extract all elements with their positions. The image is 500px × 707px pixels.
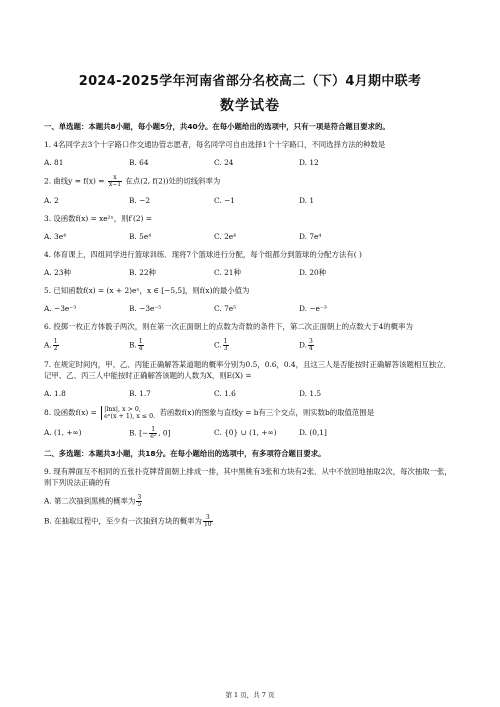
exam-content: [44, 118, 456, 528]
option-c: C. 7e⁵: [214, 304, 237, 313]
question-8-stem: [44, 406, 456, 420]
option-b: B. $\frac{1}{4}$: [129, 338, 143, 352]
question-9-stem: 9. 现有牌面互不相同的五张扑克牌背面朝上排成一排，其中黑桃有3张和方块有2张．从中不放回地抽取2次，每次抽取一张，则下列说法正确的有: [44, 467, 452, 487]
question-8-pre: 8. 设函数f(x) =: [44, 408, 97, 417]
question-6-stem: 6. 投掷一枚正方体骰子两次，则在第一次正面朝上的点数为奇数的条件下，第二次正面朝上的点数大于4的概率为: [44, 322, 413, 331]
question-6-options: [44, 339, 456, 352]
fraction: $\frac{x}{x-1}$: [108, 174, 122, 188]
exam-title: 2024-2025学年河南省部分名校高二（下）4月期中联考: [78, 74, 422, 89]
option-d: D. (0,1]: [299, 428, 327, 437]
fraction: $\frac{1}{4}$: [138, 338, 143, 352]
exam-subtitle: 数学试卷: [220, 98, 280, 114]
question-4-options: [44, 267, 456, 278]
question-2-post: 在点(2, f(2))处的切线斜率为: [125, 176, 221, 186]
option-b: B. 5e⁴: [129, 232, 152, 241]
option-b: B. −2: [129, 196, 151, 205]
question-7-stem: 7. 在规定时间内，甲、乙、丙能正确解答某道题的概率分别为0.5，0.6，0.4，且这三人是否能按时正确解答该题相互独立．记甲、乙、丙三人中能按时正确解答该题的人数为X，则E(X) =: [44, 360, 451, 380]
option-b: B. −3e⁻⁵: [129, 304, 162, 313]
question-4-stem: 4. 体育课上，四组同学进行篮球训练．现将7个篮球进行分配，每个组都分到篮球的分配方法有( ): [44, 250, 362, 259]
option-c: C. 24: [214, 158, 234, 167]
option-b: B. [− $\frac{1}{\text{e²}}$ , 0]: [129, 426, 171, 440]
section-heading-multiple-choice: 二、多选题：本题共3小题，共18分。在每小题给出的选项中，有多项符合题目要求。: [44, 449, 326, 458]
question-5-options: [44, 303, 456, 314]
question-8-post: 若函数f(x)的图象与直线y = b有三个交点，则实数b的取值范围是: [159, 408, 375, 417]
option-c: C. −1: [214, 196, 235, 205]
question-3-options: [44, 231, 456, 242]
fraction: $\frac{3}{4}$: [309, 338, 313, 352]
question-8-options: [44, 427, 456, 440]
option-d: D. 20种: [299, 268, 327, 277]
option-c: C. {0} ∪ (1, +∞): [214, 428, 277, 437]
section-heading-single-choice: 一、单选题：本题共8小题，每小题5分，共40分。在每小题给出的选项中，只有一项是符合题目要求的。: [44, 122, 390, 131]
question-2-stem: [44, 175, 456, 188]
question-2-options: [44, 195, 456, 206]
question-7-options: [44, 388, 456, 399]
fraction: $\frac{3}{5}$: [137, 494, 142, 508]
piecewise-function: [101, 406, 155, 420]
question-9-option-a: A. 第二次抽到黑桃的概率为 $\frac{3}{5}$: [44, 494, 142, 508]
option-a: A. 1.8: [44, 389, 66, 398]
option-d: D. 7e⁴: [299, 232, 322, 241]
option-a: A. $\frac{1}{2}$: [44, 338, 58, 352]
question-2-pre: 2. 曲线y = f(x) =: [44, 176, 107, 186]
question-9-option-b: B. 在抽取过程中，至少有一次抽到方块的概率为 $\frac{3}{10}$: [44, 514, 212, 528]
option-d: D. 12: [299, 158, 319, 167]
fraction: $\frac{1}{2}$: [53, 338, 58, 352]
question-3-stem: 3. 设函数f(x) = xe²ˣ，则f′(2) =: [44, 214, 152, 223]
option-b: B. 1.7: [129, 389, 151, 398]
question-5-stem: 5. 已知函数f(x) = (x + 2)eˣ，x ∈ [−5,5]，则f(x)的最小值为: [44, 286, 250, 295]
option-a: A. 3e⁴: [44, 232, 67, 241]
option-a: A. 81: [44, 158, 64, 167]
option-a: A. (1, +∞): [44, 428, 82, 437]
fraction: $\frac{1}{3}$: [223, 338, 228, 352]
option-d: D. −e⁻³: [299, 304, 327, 313]
option-a: A. −3e⁻³: [44, 304, 77, 313]
question-1-stem: 1. 4名同学去3个十字路口作交通协管志愿者，每名同学可自由选择1个十字路口，不同选择方法的种数是: [44, 140, 386, 149]
option-c: C. $\frac{1}{3}$: [214, 338, 228, 352]
fraction: $\frac{3}{10}$: [203, 514, 212, 528]
option-c: C. 2e⁴: [214, 232, 237, 241]
option-a: A. 2: [44, 196, 59, 205]
piece-case-1: |lnx|, x > 0,: [104, 406, 141, 413]
option-d: D. 1.5: [299, 389, 322, 398]
question-1-options: [44, 157, 456, 168]
option-c: C. 21种: [214, 268, 241, 277]
option-d: D. $\frac{3}{4}$: [299, 338, 313, 352]
page-footer: 第 1 页，共 7 页: [225, 691, 275, 699]
piece-case-2: eˣ(x + 1), x ≤ 0.: [104, 413, 156, 420]
option-d: D. 1: [299, 196, 315, 205]
option-b: B. 22种: [129, 268, 156, 277]
option-c: C. 1.6: [214, 389, 236, 398]
option-a: A. 23种: [44, 268, 71, 277]
option-b: B. 64: [129, 158, 149, 167]
fraction: $\frac{1}{\text{e²}}$: [150, 426, 157, 440]
